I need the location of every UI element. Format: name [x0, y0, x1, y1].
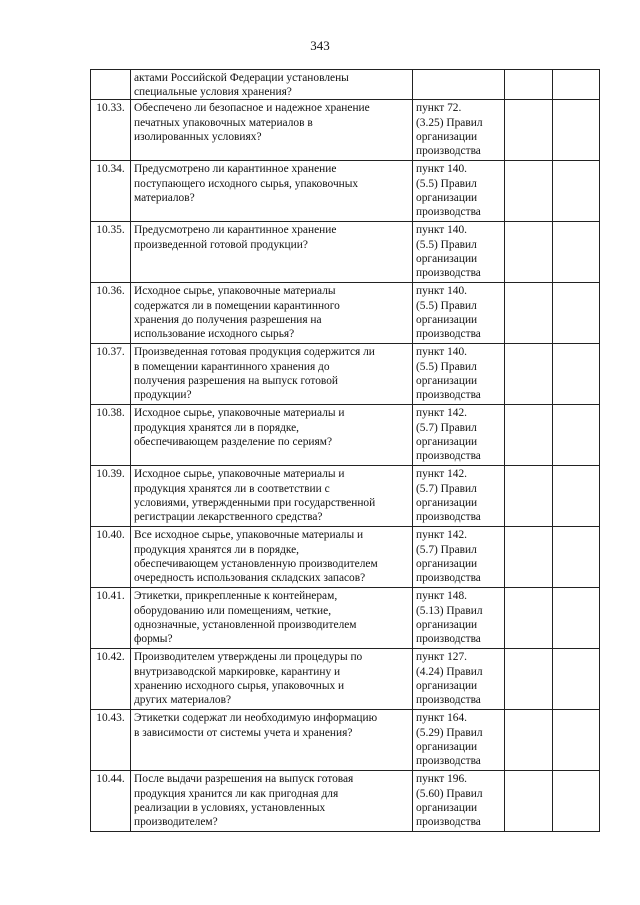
- question-cell: [131, 588, 413, 649]
- reference-line: организации: [416, 374, 478, 387]
- question-line: содержатся ли в помещении карантинного: [134, 299, 340, 312]
- question-cell: [131, 344, 413, 405]
- answer-cell-no: [553, 283, 600, 344]
- question-line: Предусмотрено ли карантинное хранение: [134, 163, 337, 176]
- reference-line: пункт 127.: [416, 651, 468, 664]
- reference-line: (5.5) Правил: [416, 299, 477, 312]
- answer-cell-yes: [505, 466, 553, 527]
- reference-cell: [413, 70, 505, 100]
- reference-line: производства: [416, 450, 481, 463]
- table-row: [91, 70, 600, 100]
- answer-cell-no: [553, 222, 600, 283]
- answer-cell-yes: [505, 70, 553, 100]
- question-cell: [131, 70, 413, 100]
- question-line: После выдачи разрешения на выпуск готовая: [134, 773, 354, 786]
- question-line: использование исходного сырья?: [134, 328, 295, 341]
- reference-line: производства: [416, 206, 481, 219]
- reference-line: (5.7) Правил: [416, 543, 477, 556]
- item-number: 10.37.: [91, 344, 131, 405]
- question-line: хранения до получения разрешения на: [134, 313, 322, 326]
- table-row: [91, 710, 600, 771]
- question-line: продукция хранится ли как пригодная для: [134, 787, 339, 800]
- question-line: продукции?: [134, 389, 192, 402]
- reference-cell: [413, 344, 505, 405]
- reference-line: пункт 196.: [416, 773, 468, 786]
- answer-cell-no: [553, 649, 600, 710]
- reference-line: (5.7) Правил: [416, 421, 477, 434]
- question-line: изолированных условиях?: [134, 130, 262, 143]
- question-line: обеспечивающем установленную производителем: [134, 557, 378, 570]
- reference-line: производства: [416, 267, 481, 280]
- reference-line: пункт 142.: [416, 468, 468, 481]
- answer-cell-no: [553, 100, 600, 161]
- reference-line: организации: [416, 313, 478, 326]
- question-cell: [131, 466, 413, 527]
- table-row: [91, 405, 600, 466]
- reference-line: организации: [416, 435, 478, 448]
- answer-cell-yes: [505, 527, 553, 588]
- question-line: специальные условия хранения?: [134, 86, 292, 99]
- reference-line: пункт 140.: [416, 224, 468, 237]
- question-line: условиями, утвержденными при государственной: [134, 496, 376, 509]
- reference-cell: [413, 161, 505, 222]
- table-row: [91, 466, 600, 527]
- reference-cell: [413, 649, 505, 710]
- answer-cell-yes: [505, 405, 553, 466]
- table-row: [91, 771, 600, 832]
- question-line: материалов?: [134, 191, 195, 204]
- item-number: 10.38.: [91, 405, 131, 466]
- question-line: продукция хранятся ли в соответствии с: [134, 482, 330, 495]
- reference-line: (5.5) Правил: [416, 177, 477, 190]
- reference-line: пункт 142.: [416, 529, 468, 542]
- reference-cell: [413, 527, 505, 588]
- item-number: 10.35.: [91, 222, 131, 283]
- reference-line: организации: [416, 191, 478, 204]
- reference-cell: [413, 771, 505, 832]
- question-line: Произведенная готовая продукция содержится ли: [134, 346, 375, 359]
- reference-line: (5.60) Правил: [416, 787, 483, 800]
- reference-line: организации: [416, 618, 478, 631]
- item-number: 10.36.: [91, 283, 131, 344]
- reference-cell: [413, 100, 505, 161]
- question-cell: [131, 649, 413, 710]
- question-line: других материалов?: [134, 694, 232, 707]
- question-line: реализации в условиях, установленных: [134, 801, 326, 814]
- question-line: актами Российской Федерации установлены: [134, 72, 349, 84]
- question-line: Этикетки содержат ли необходимую информацию: [134, 712, 378, 725]
- question-cell: [131, 771, 413, 832]
- reference-line: (5.5) Правил: [416, 238, 477, 251]
- question-line: однозначные, установленной производителем: [134, 618, 357, 631]
- question-line: Обеспечено ли безопасное и надежное хранение: [134, 102, 370, 115]
- answer-cell-no: [553, 466, 600, 527]
- answer-cell-yes: [505, 283, 553, 344]
- question-line: получения разрешения на выпуск готовой: [134, 374, 338, 387]
- answer-cell-yes: [505, 161, 553, 222]
- reference-line: организации: [416, 740, 478, 753]
- question-line: Исходное сырье, упаковочные материалы и: [134, 407, 345, 420]
- table-row: [91, 344, 600, 405]
- reference-line: пункт 140.: [416, 163, 468, 176]
- reference-line: пункт 164.: [416, 712, 468, 725]
- question-line: обеспечивающем разделение по сериям?: [134, 435, 333, 448]
- reference-line: организации: [416, 679, 478, 692]
- answer-cell-yes: [505, 344, 553, 405]
- reference-cell: [413, 222, 505, 283]
- reference-cell: [413, 283, 505, 344]
- answer-cell-no: [553, 405, 600, 466]
- reference-line: пункт 140.: [416, 285, 468, 298]
- checklist-table: [90, 69, 600, 832]
- reference-cell: [413, 405, 505, 466]
- item-number: 10.41.: [91, 588, 131, 649]
- question-line: очередность использования складских запасов?: [134, 572, 366, 585]
- reference-line: производства: [416, 816, 481, 829]
- reference-line: производства: [416, 145, 481, 158]
- reference-line: производства: [416, 389, 481, 402]
- answer-cell-no: [553, 70, 600, 100]
- checklist-body: [91, 70, 600, 832]
- reference-line: пункт 140.: [416, 346, 468, 359]
- question-line: производителем?: [134, 816, 218, 829]
- question-cell: [131, 283, 413, 344]
- reference-cell: [413, 466, 505, 527]
- question-line: хранению исходного сырья, упаковочных и: [134, 679, 345, 692]
- answer-cell-yes: [505, 710, 553, 771]
- question-line: в помещении карантинного хранения до: [134, 360, 330, 373]
- reference-line: производства: [416, 328, 481, 341]
- question-line: Исходное сырье, упаковочные материалы и: [134, 468, 345, 481]
- reference-line: (5.13) Правил: [416, 604, 483, 617]
- question-cell: [131, 710, 413, 771]
- reference-line: (5.5) Правил: [416, 360, 477, 373]
- reference-cell: [413, 710, 505, 771]
- answer-cell-yes: [505, 100, 553, 161]
- question-cell: [131, 100, 413, 161]
- reference-cell: [413, 588, 505, 649]
- reference-line: производства: [416, 694, 481, 707]
- table-row: [91, 100, 600, 161]
- question-line: Все исходное сырье, упаковочные материалы и: [134, 529, 364, 542]
- answer-cell-yes: [505, 222, 553, 283]
- answer-cell-no: [553, 344, 600, 405]
- item-number: 10.40.: [91, 527, 131, 588]
- table-row: [91, 283, 600, 344]
- question-line: внутризаводской маркировке, карантину и: [134, 665, 341, 678]
- answer-cell-yes: [505, 588, 553, 649]
- table-row: [91, 588, 600, 649]
- question-cell: [131, 527, 413, 588]
- item-number: 10.39.: [91, 466, 131, 527]
- question-line: произведенной готовой продукции?: [134, 238, 308, 251]
- reference-line: пункт 142.: [416, 407, 468, 420]
- reference-line: организации: [416, 130, 478, 143]
- reference-line: (5.7) Правил: [416, 482, 477, 495]
- question-line: продукция хранятся ли в порядке,: [134, 543, 300, 556]
- table-row: [91, 649, 600, 710]
- reference-line: производства: [416, 755, 481, 768]
- reference-line: организации: [416, 252, 478, 265]
- reference-line: пункт 72.: [416, 102, 462, 115]
- answer-cell-no: [553, 161, 600, 222]
- table-row: [91, 527, 600, 588]
- reference-line: (4.24) Правил: [416, 665, 483, 678]
- item-number: 10.42.: [91, 649, 131, 710]
- question-cell: [131, 161, 413, 222]
- item-number: 10.43.: [91, 710, 131, 771]
- question-line: формы?: [134, 633, 173, 646]
- question-line: в зависимости от системы учета и хранения?: [134, 726, 353, 739]
- question-line: регистрации лекарственного средства?: [134, 511, 323, 524]
- question-cell: [131, 405, 413, 466]
- question-line: Производителем утверждены ли процедуры по: [134, 651, 363, 664]
- question-line: поступающего исходного сырья, упаковочных: [134, 177, 359, 190]
- reference-line: организации: [416, 801, 478, 814]
- reference-line: пункт 148.: [416, 590, 468, 603]
- item-number: [91, 70, 131, 100]
- reference-line: производства: [416, 633, 481, 646]
- question-line: продукция хранятся ли в порядке,: [134, 421, 300, 434]
- question-line: Этикетки, прикрепленные к контейнерам,: [134, 590, 338, 603]
- question-line: Исходное сырье, упаковочные материалы: [134, 285, 336, 298]
- item-number: 10.44.: [91, 771, 131, 832]
- reference-line: производства: [416, 572, 481, 585]
- answer-cell-yes: [505, 771, 553, 832]
- answer-cell-no: [553, 710, 600, 771]
- table-row: [91, 222, 600, 283]
- reference-line: (5.29) Правил: [416, 726, 483, 739]
- question-line: Предусмотрено ли карантинное хранение: [134, 224, 337, 237]
- question-cell: [131, 222, 413, 283]
- page-number: 343: [310, 38, 330, 53]
- answer-cell-yes: [505, 649, 553, 710]
- reference-line: (3.25) Правил: [416, 116, 483, 129]
- reference-line: производства: [416, 511, 481, 524]
- question-line: печатных упаковочных материалов в: [134, 116, 313, 129]
- answer-cell-no: [553, 527, 600, 588]
- reference-line: организации: [416, 496, 478, 509]
- item-number: 10.34.: [91, 161, 131, 222]
- item-number: 10.33.: [91, 100, 131, 161]
- question-line: оборудованию или помещениям, четкие,: [134, 604, 332, 617]
- reference-line: организации: [416, 557, 478, 570]
- answer-cell-no: [553, 771, 600, 832]
- table-row: [91, 161, 600, 222]
- answer-cell-no: [553, 588, 600, 649]
